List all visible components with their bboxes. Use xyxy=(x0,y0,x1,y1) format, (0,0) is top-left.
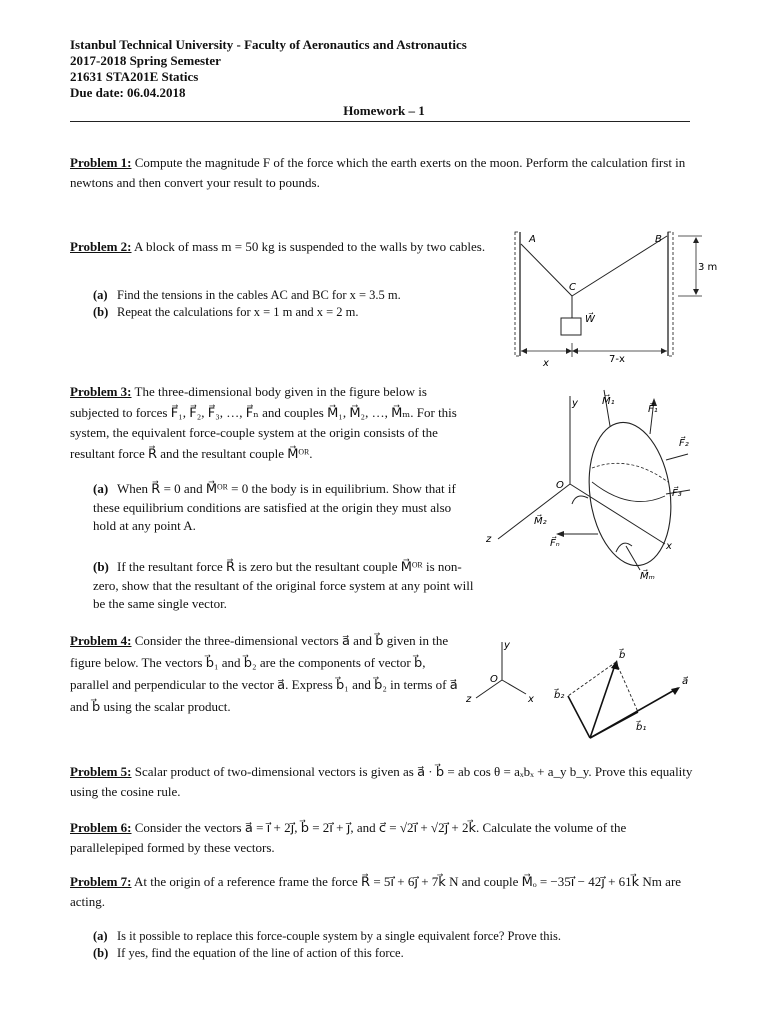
force-f3: F⃗₃ xyxy=(672,488,682,499)
problem-7a-label: (a) xyxy=(93,929,108,943)
problem-2b-label: (b) xyxy=(93,305,109,319)
force-f2: F⃗₂ xyxy=(679,438,689,449)
university-line: Istanbul Technical University - Faculty of Aeronautics and Astronautics xyxy=(70,37,467,52)
label-b1: b⃗₁ xyxy=(636,722,647,733)
header-divider xyxy=(70,121,690,122)
problem-3-text: The three-dimensional body given in the figure below is subjected to forces F⃗₁, F⃗₂, F⃗₃, …, F⃗ₙ and couples M⃗₁, M⃗₂, …, M⃗ₘ. For this system, the equivalent force-couple system at the origin consists of the resultant force R⃗ and the resultant couple M⃗ᴼᴿ. xyxy=(70,384,457,461)
problem-1-text: Compute the magnitude F of the force which the earth exerts on the moon. Perform the calculation first in newtons and then convert your result to pounds. xyxy=(70,155,686,190)
problem-7a-text: Is it possible to replace this force-couple system by a single equivalent force? Prove this. xyxy=(117,929,561,943)
semester-line: 2017-2018 Spring Semester xyxy=(70,53,221,68)
couple-m2: M⃗₂ xyxy=(534,516,547,527)
problem-4-text: Consider the three-dimensional vectors a⃗ and b⃗ given in the figure below. The vectors b⃗₁ and b⃗₂ are the components of vector b⃗, parallel and perpendicular to the vector a⃗. Express b⃗₁ and b⃗₂ in terms of a⃗ and b⃗ using the scalar product. xyxy=(70,633,458,714)
couple-m1: M⃗₁ xyxy=(602,396,615,407)
cable-ac xyxy=(521,244,572,296)
label-b: b⃗ xyxy=(619,650,626,661)
problem-7-subparts xyxy=(93,928,693,962)
problem-7b-text: If yes, find the equation of the line of action of this force. xyxy=(117,946,404,960)
problem-3a-text: When R⃗ = 0 and M⃗ᴼᴿ = 0 the body is in equilibrium. Show that if these equilibrium conditions are satisfied at the origin they must also hold at any point A. xyxy=(93,481,456,533)
problem-6 xyxy=(70,818,695,858)
problem-3a xyxy=(93,480,475,536)
problem-3-label: Problem 3: xyxy=(70,384,132,399)
course-line: 21631 STA201E Statics xyxy=(70,69,199,84)
origin-o: O xyxy=(490,674,498,685)
problem-2-text: A block of mass m = 50 kg is suspended to the walls by two cables. xyxy=(131,239,486,254)
couple-mm: M⃗ₘ xyxy=(640,571,655,582)
axis-y: y xyxy=(504,640,510,651)
dimension-3m: 3 m xyxy=(698,262,718,273)
cable-bc xyxy=(572,236,667,296)
label-a: A xyxy=(529,234,536,245)
problem-3b-text: If the resultant force R⃗ is zero but the resultant couple M⃗ᴼᴿ is non-zero, show that the resultant of the original force system at any point will be the same single vector. xyxy=(93,559,474,611)
dimension-x: x xyxy=(543,358,549,369)
homework-title: Homework – 1 xyxy=(343,103,425,118)
problem-6-text: Consider the vectors a⃗ = i⃗ + 2j⃗, b⃗ = 2i⃗ + j⃗, and c⃗ = √2i⃗ + √2j⃗ + 2k⃗. Calculate the volume of the parallelepiped formed by these vectors. xyxy=(70,820,627,855)
block xyxy=(561,318,581,335)
axis-x: x xyxy=(666,541,672,552)
dimension-7-x: 7-x xyxy=(609,354,625,365)
problem-2a-text: Find the tensions in the cables AC and BC for x = 3.5 m. xyxy=(117,288,401,302)
problem-1-label: Problem 1: xyxy=(70,155,132,170)
problem-3b-label: (b) xyxy=(93,559,109,574)
axis-z: z xyxy=(486,534,492,545)
problem-5-label: Problem 5: xyxy=(70,764,132,779)
problem-2 xyxy=(70,237,510,257)
force-fn: F⃗ₙ xyxy=(550,538,560,549)
problem-2-label: Problem 2: xyxy=(70,239,132,254)
problem-2a-label: (a) xyxy=(93,288,108,302)
problem-3-figure xyxy=(480,384,700,584)
problem-7 xyxy=(70,872,695,912)
problem-7b-label: (b) xyxy=(93,946,109,960)
axis-x: x xyxy=(528,694,534,705)
origin-o: O xyxy=(556,480,564,491)
problem-5-text: Scalar product of two-dimensional vectors is given as a⃗ · b⃗ = ab cos θ = aₓbₓ + a_y b_y. Prove this equality using the cosine rule. xyxy=(70,764,693,799)
problem-3 xyxy=(70,382,475,464)
axis-y: y xyxy=(572,398,578,409)
label-w: W⃗ xyxy=(585,314,595,325)
problem-1 xyxy=(70,153,690,193)
axis-z: z xyxy=(466,694,472,705)
problem-7-label: Problem 7: xyxy=(70,874,132,889)
rigid-body xyxy=(580,417,679,571)
vector-b2 xyxy=(568,696,590,738)
document-header xyxy=(70,37,467,101)
problem-4-label: Problem 4: xyxy=(70,633,132,648)
force-f1: F⃗₁ xyxy=(648,404,658,415)
label-b: B xyxy=(655,234,662,245)
problem-2-figure xyxy=(512,226,722,372)
label-b2: b⃗₂ xyxy=(554,690,565,701)
problem-6-label: Problem 6: xyxy=(70,820,132,835)
label-c: C xyxy=(569,282,576,293)
problem-3a-label: (a) xyxy=(93,481,109,496)
problem-7-text: At the origin of a reference frame the force R⃗ = 5i⃗ + 6j⃗ + 7k⃗ N and couple M⃗ₒ = −35i⃗ − 42j⃗ + 61k⃗ Nm are acting. xyxy=(70,874,682,909)
problem-4-figure xyxy=(462,632,698,742)
problem-3b xyxy=(93,558,475,614)
problem-5 xyxy=(70,762,695,802)
problem-2-subparts xyxy=(93,287,513,321)
due-date-line: Due date: 06.04.2018 xyxy=(70,85,186,100)
problem-4 xyxy=(70,630,462,718)
label-a: a⃗ xyxy=(682,676,689,687)
problem-2b-text: Repeat the calculations for x = 1 m and x = 2 m. xyxy=(117,305,359,319)
